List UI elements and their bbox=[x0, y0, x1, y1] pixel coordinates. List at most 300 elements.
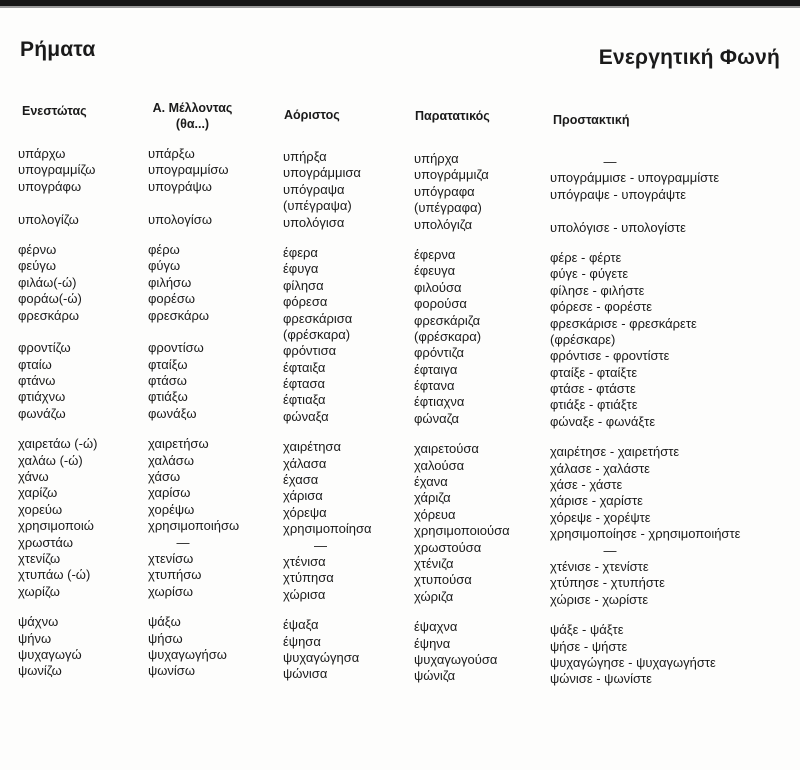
verb-form-text: χτυπούσα bbox=[414, 572, 472, 588]
verb-form bbox=[148, 258, 239, 274]
verb-form bbox=[414, 394, 510, 410]
verb-form bbox=[148, 567, 239, 583]
verb-form-text: χαιρέτησε - χαιρετήστε bbox=[550, 444, 680, 460]
verb-form-text: φταίξω bbox=[148, 356, 188, 372]
verb-form bbox=[283, 488, 372, 504]
verb-form bbox=[148, 357, 239, 373]
verb-form bbox=[550, 543, 740, 559]
verb-form bbox=[148, 647, 239, 663]
verb-form-text: φόρεσα bbox=[283, 294, 328, 310]
verb-form-text: χτύπησα bbox=[283, 570, 334, 586]
group-gap bbox=[414, 233, 510, 247]
verb-form-text: χρωστούσα bbox=[414, 539, 482, 555]
verb-form bbox=[18, 195, 97, 211]
verb-form-text: (φρέσκαρε) bbox=[550, 331, 616, 347]
verb-form bbox=[18, 647, 97, 663]
verb-form bbox=[414, 474, 510, 490]
verb-form bbox=[414, 668, 510, 684]
verb-form bbox=[550, 559, 740, 575]
group-gap bbox=[414, 605, 510, 619]
verb-form bbox=[148, 340, 239, 356]
verb-form-text: φτιάχνω bbox=[18, 389, 66, 405]
verb-form bbox=[550, 365, 740, 381]
verb-form-text: χτένιζα bbox=[414, 555, 454, 571]
column-future bbox=[148, 146, 239, 680]
verb-form bbox=[414, 490, 510, 506]
verb-form-text: ψάξω bbox=[148, 614, 181, 630]
verb-form bbox=[148, 631, 239, 647]
verb-form bbox=[414, 619, 510, 635]
verb-form-text: ψυχαγώγησε - ψυχαγωγήστε bbox=[550, 654, 716, 670]
verb-form-text: υπάρξω bbox=[148, 146, 195, 161]
page-title: Ρήματα bbox=[20, 38, 96, 61]
column-heading-imperfect: Παρατατικός bbox=[415, 109, 490, 123]
verb-form bbox=[414, 362, 510, 378]
verb-form-text: χαρίζω bbox=[18, 485, 58, 501]
verb-form bbox=[550, 316, 740, 332]
column-imperfect bbox=[414, 151, 510, 685]
verb-form bbox=[18, 469, 97, 485]
verb-form-text: έφτιαχνα bbox=[414, 394, 465, 410]
verb-form-text: χορέψω bbox=[148, 501, 195, 517]
verb-form bbox=[18, 275, 97, 291]
verb-form bbox=[414, 636, 510, 652]
verb-form bbox=[414, 652, 510, 668]
verb-form-text: έφτασα bbox=[283, 376, 326, 392]
verb-form-text: ψυχαγωγήσω bbox=[148, 646, 227, 662]
verb-form bbox=[550, 639, 740, 655]
verb-form bbox=[283, 278, 372, 294]
verb-form bbox=[550, 575, 740, 591]
verb-form-text: χρωστάω bbox=[18, 534, 74, 550]
verb-form-text: φτάνω bbox=[18, 373, 56, 389]
verb-form bbox=[283, 505, 372, 521]
verb-form-text: χορεύω bbox=[18, 501, 63, 517]
verb-form-text: χτένισε - χτενίστε bbox=[550, 558, 649, 574]
verb-form bbox=[148, 518, 239, 534]
verb-form bbox=[148, 469, 239, 485]
verb-form-text: ψήσω bbox=[148, 630, 183, 646]
verb-form bbox=[550, 655, 740, 671]
verb-form bbox=[283, 198, 372, 214]
verb-form-text: χάλασε - χαλάστε bbox=[550, 460, 650, 476]
verb-form bbox=[550, 187, 740, 203]
verb-form bbox=[148, 663, 239, 679]
verb-form-text: υπογράφω bbox=[18, 178, 82, 194]
verb-form-text: φρόντισα bbox=[283, 343, 337, 359]
verb-form-text: χρησιμοποίησα bbox=[283, 521, 372, 537]
verb-form bbox=[283, 439, 372, 455]
verb-form-text: φτιάξε - φτιάξτε bbox=[550, 397, 638, 413]
verb-form-text: χτυπάω (-ώ) bbox=[18, 567, 91, 583]
verb-form bbox=[148, 373, 239, 389]
verb-form-text: φταίξε - φταίξτε bbox=[550, 364, 638, 380]
column-heading-aorist: Αόριστος bbox=[284, 108, 340, 122]
verb-form-text: χόρεψε - χορέψτε bbox=[550, 509, 651, 525]
verb-form-text: ψωνίζω bbox=[18, 663, 62, 679]
verb-form bbox=[18, 406, 97, 422]
verb-form-text: υπάρχω bbox=[18, 146, 66, 161]
verb-form-text: υπολογίσω bbox=[148, 211, 212, 227]
verb-form bbox=[550, 592, 740, 608]
verb-form bbox=[414, 329, 510, 345]
verb-form bbox=[148, 195, 239, 211]
verb-form bbox=[18, 179, 97, 195]
verb-form bbox=[414, 313, 510, 329]
column-heading-imperative: Προστακτική bbox=[553, 113, 630, 127]
verb-form-text: ψώνισα bbox=[283, 666, 328, 682]
verb-form-text: χωρίζω bbox=[18, 583, 60, 599]
verb-form-text: φωνάξω bbox=[148, 405, 197, 421]
verb-form bbox=[148, 291, 239, 307]
verb-form bbox=[283, 261, 372, 277]
verb-form-text: χάσε - χάστε bbox=[550, 477, 623, 493]
verb-form bbox=[148, 614, 239, 630]
verb-form bbox=[283, 311, 372, 327]
verb-form bbox=[18, 663, 97, 679]
column-heading-future: Α. Μέλλοντας (θα...) bbox=[152, 101, 233, 131]
verb-form bbox=[550, 671, 740, 687]
verb-form bbox=[414, 523, 510, 539]
verb-form-text: χάρισε - χαρίστε bbox=[550, 493, 643, 509]
verb-form bbox=[283, 343, 372, 359]
verb-form-text: χτύπησε - χτυπήστε bbox=[550, 575, 665, 591]
group-gap bbox=[148, 600, 239, 614]
verb-form-text: χαλάω (-ώ) bbox=[18, 452, 83, 468]
verb-form-text: έχασα bbox=[283, 472, 319, 488]
verb-form-text: φέρω bbox=[148, 241, 180, 257]
verb-form bbox=[283, 294, 372, 310]
verb-form bbox=[18, 436, 97, 452]
verb-form-text: φταίω bbox=[18, 356, 52, 372]
verb-form bbox=[148, 389, 239, 405]
verb-form bbox=[148, 212, 239, 228]
verb-form-text: ψυχαγωγούσα bbox=[414, 651, 498, 667]
verb-form bbox=[18, 242, 97, 258]
verb-form-text: ψυχαγωγώ bbox=[18, 646, 82, 662]
verb-form bbox=[283, 456, 372, 472]
verb-form bbox=[148, 406, 239, 422]
verb-form bbox=[550, 332, 740, 348]
verb-form-text: υπογράψω bbox=[148, 178, 212, 194]
verb-form-text: — bbox=[314, 537, 327, 553]
verb-form bbox=[148, 146, 239, 162]
verb-form bbox=[148, 242, 239, 258]
verb-form bbox=[550, 397, 740, 413]
verb-form bbox=[283, 327, 372, 343]
verb-form-text: φοράω(-ώ) bbox=[18, 291, 82, 307]
group-gap bbox=[550, 236, 740, 250]
verb-form bbox=[283, 360, 372, 376]
verb-form bbox=[550, 203, 740, 219]
verb-form bbox=[414, 458, 510, 474]
verb-form bbox=[148, 308, 239, 324]
verb-form bbox=[550, 414, 740, 430]
group-gap bbox=[283, 425, 372, 439]
group-gap bbox=[18, 600, 97, 614]
verb-form-text: φωνάζω bbox=[18, 405, 66, 421]
verb-form bbox=[414, 217, 510, 233]
verb-form-text: φώναζα bbox=[414, 410, 459, 426]
verb-form-text: φρεσκάρω bbox=[148, 307, 210, 323]
verb-form bbox=[414, 556, 510, 572]
section-title: Ενεργητική Φωνή bbox=[598, 46, 780, 69]
verb-form bbox=[414, 200, 510, 216]
column-heading-present: Ενεστώτας bbox=[22, 104, 87, 118]
verb-form bbox=[148, 584, 239, 600]
verb-form bbox=[550, 444, 740, 460]
verb-form bbox=[283, 182, 372, 198]
verb-form bbox=[283, 538, 372, 554]
verb-form-text: χαιρέτησα bbox=[283, 439, 341, 455]
verb-form-text: χόρεψα bbox=[283, 504, 327, 520]
verb-form-text: ψάξε - ψάξτε bbox=[550, 622, 624, 638]
verb-form bbox=[18, 518, 97, 534]
verb-form-text: υπόγραφα bbox=[414, 183, 475, 199]
verb-form-text: χάλασα bbox=[283, 455, 327, 471]
column-aorist bbox=[283, 149, 372, 683]
verb-form-text: έχανα bbox=[414, 474, 448, 490]
verb-form bbox=[148, 551, 239, 567]
verb-form-text: έφτιαξα bbox=[283, 392, 326, 408]
verb-form-text: (υπέγραψα) bbox=[283, 198, 352, 214]
verb-form bbox=[18, 324, 97, 340]
verb-form bbox=[283, 650, 372, 666]
verb-form bbox=[18, 340, 97, 356]
verb-form bbox=[414, 589, 510, 605]
verb-form bbox=[18, 535, 97, 551]
group-gap bbox=[148, 422, 239, 436]
verb-form bbox=[18, 373, 97, 389]
verb-form bbox=[550, 477, 740, 493]
verb-form bbox=[18, 146, 97, 162]
verb-form bbox=[283, 165, 372, 181]
verb-form-text: ψάχνω bbox=[18, 614, 59, 630]
verb-form bbox=[550, 170, 740, 186]
verb-form-text: ψωνίσω bbox=[148, 663, 195, 679]
verb-form bbox=[414, 378, 510, 394]
verb-form bbox=[550, 299, 740, 315]
verb-form bbox=[550, 381, 740, 397]
verb-form-text: φρεσκάρισα bbox=[283, 310, 353, 326]
verb-form-text: έφτανα bbox=[414, 378, 455, 394]
verb-form-text: χάριζα bbox=[414, 490, 451, 506]
verb-form bbox=[148, 502, 239, 518]
verb-form bbox=[283, 666, 372, 682]
verb-form bbox=[148, 453, 239, 469]
verb-form bbox=[18, 453, 97, 469]
verb-form-text: χαλάσω bbox=[148, 452, 194, 468]
verb-form bbox=[550, 461, 740, 477]
verb-form-text: χάρισα bbox=[283, 488, 323, 504]
verb-form bbox=[18, 551, 97, 567]
verb-form bbox=[414, 184, 510, 200]
verb-form-text: υπολόγισα bbox=[283, 214, 345, 230]
verb-form-text: χώρισα bbox=[283, 586, 326, 602]
group-gap bbox=[550, 430, 740, 444]
verb-form-text: υπόγραψε - υπογράψτε bbox=[550, 186, 687, 202]
verb-form bbox=[550, 622, 740, 638]
verb-form-text: υπογραμμίζω bbox=[18, 162, 96, 178]
verb-form-text: φώναξα bbox=[283, 408, 329, 424]
verb-form-text: χτένισα bbox=[283, 553, 326, 569]
verb-form-text: χρησιμοποίησε - χρησιμοποιήστε bbox=[550, 526, 741, 542]
verb-form-text: υπογράμμιζα bbox=[414, 167, 489, 183]
column-present bbox=[18, 146, 97, 680]
verb-form-text: φέρνω bbox=[18, 241, 57, 257]
verb-form-text: φρόντιζα bbox=[414, 345, 464, 361]
verb-form-text: φεύγω bbox=[18, 258, 56, 274]
verb-form-text: φίλησε - φιλήστε bbox=[550, 282, 645, 298]
verb-form-text: φόρεσε - φορέστε bbox=[550, 299, 653, 315]
verb-form bbox=[550, 154, 740, 170]
verb-form-text: φροντίσω bbox=[148, 340, 204, 356]
verb-form bbox=[550, 250, 740, 266]
verb-form-text: έφερνα bbox=[414, 246, 456, 262]
verb-form-text: υπόγραψα bbox=[283, 181, 345, 197]
verb-form-text: φρόντισε - φροντίστε bbox=[550, 348, 670, 364]
verb-form bbox=[283, 149, 372, 165]
verb-form-text: έφυγα bbox=[283, 261, 319, 277]
verb-form bbox=[414, 345, 510, 361]
verb-form-text: (υπέγραφα) bbox=[414, 200, 482, 216]
verb-form-text: έφταιξα bbox=[283, 359, 326, 375]
verb-form-text: χαιρετούσα bbox=[414, 441, 479, 457]
verb-form-text: φιλούσα bbox=[414, 279, 462, 295]
verb-form bbox=[18, 584, 97, 600]
verb-form bbox=[414, 167, 510, 183]
verb-form bbox=[18, 212, 97, 228]
verb-form bbox=[148, 324, 239, 340]
verb-form bbox=[283, 392, 372, 408]
verb-form-text: ψώνιζα bbox=[414, 668, 456, 684]
verb-form bbox=[148, 275, 239, 291]
verb-form-text: — bbox=[603, 154, 617, 169]
verb-form bbox=[414, 507, 510, 523]
group-gap bbox=[550, 608, 740, 622]
verb-form-text: φίλησα bbox=[283, 277, 324, 293]
verb-form bbox=[148, 436, 239, 452]
verb-form-text: ψυχαγώγησα bbox=[283, 649, 360, 665]
verb-form-text: χαιρετήσω bbox=[148, 436, 209, 452]
verb-form-text: χαρίσω bbox=[148, 485, 191, 501]
group-gap bbox=[18, 228, 97, 242]
verb-form-text: υπήρξα bbox=[283, 149, 327, 164]
verb-form-text: φρεσκάριζα bbox=[414, 312, 481, 328]
verb-form bbox=[414, 572, 510, 588]
verb-form bbox=[148, 179, 239, 195]
verb-form bbox=[18, 357, 97, 373]
verb-form bbox=[550, 493, 740, 509]
verb-form bbox=[414, 247, 510, 263]
verb-form-text: ψώνισε - ψωνίστε bbox=[550, 671, 652, 687]
verb-form bbox=[18, 258, 97, 274]
verb-form-text: υπήρχα bbox=[414, 151, 459, 166]
verb-form-text: φρεσκάρισε - φρεσκάρετε bbox=[550, 315, 697, 331]
verb-form-text: χτυπήσω bbox=[148, 567, 202, 583]
verb-form-text: χαλούσα bbox=[414, 457, 465, 473]
verb-form-text: φρεσκάρω bbox=[18, 307, 80, 323]
verb-form-text: έψαξα bbox=[283, 617, 319, 633]
verb-form-text: φύγε - φύγετε bbox=[550, 266, 629, 282]
verb-form-text: υπολόγιζα bbox=[414, 216, 473, 232]
verb-form bbox=[148, 535, 239, 551]
verb-form bbox=[283, 472, 372, 488]
verb-form bbox=[18, 614, 97, 630]
verb-form bbox=[18, 291, 97, 307]
verb-form-text: φροντίζω bbox=[18, 340, 71, 356]
verb-form bbox=[414, 280, 510, 296]
verb-form-text: χόρευα bbox=[414, 506, 456, 522]
verb-form bbox=[18, 502, 97, 518]
verb-form bbox=[283, 215, 372, 231]
verb-form-text: φορέσω bbox=[148, 291, 196, 307]
verb-form bbox=[283, 245, 372, 261]
verb-form bbox=[283, 617, 372, 633]
group-gap bbox=[148, 228, 239, 242]
verb-form-text: φτιάξω bbox=[148, 389, 188, 405]
verb-form bbox=[18, 567, 97, 583]
verb-form bbox=[550, 283, 740, 299]
verb-form bbox=[18, 631, 97, 647]
verb-form bbox=[414, 540, 510, 556]
verb-form-text: έφταιγα bbox=[414, 361, 458, 377]
group-gap bbox=[18, 422, 97, 436]
verb-form-text: έψηνα bbox=[414, 635, 451, 651]
group-gap bbox=[414, 427, 510, 441]
verb-form-text: φτάσε - φτάστε bbox=[550, 381, 636, 397]
verb-form-text: χάσω bbox=[148, 469, 181, 485]
verb-form bbox=[148, 485, 239, 501]
verb-form-text: χώριζα bbox=[414, 588, 454, 604]
column-imperative bbox=[550, 154, 740, 688]
verb-form-text: έφευγα bbox=[414, 263, 456, 279]
verb-form bbox=[283, 376, 372, 392]
verb-form-text: (φρέσκαρα) bbox=[414, 328, 482, 344]
verb-form-text: χωρίσω bbox=[148, 583, 194, 599]
verb-form-text: χτενίσω bbox=[148, 550, 194, 566]
verb-form bbox=[550, 510, 740, 526]
verb-form bbox=[283, 570, 372, 586]
verb-form-text: — bbox=[176, 534, 190, 550]
verb-form-text: — bbox=[603, 542, 617, 558]
verb-form bbox=[18, 389, 97, 405]
verb-form bbox=[414, 263, 510, 279]
verb-form-text: έφερα bbox=[283, 244, 318, 260]
verb-form-text: φορούσα bbox=[414, 296, 467, 312]
verb-form bbox=[550, 348, 740, 364]
group-gap bbox=[283, 603, 372, 617]
verb-form-text: ψήσε - ψήστε bbox=[550, 638, 628, 654]
verb-form-text: υπογραμμίσω bbox=[148, 162, 229, 178]
verb-form-text: φιλήσω bbox=[148, 274, 192, 290]
verb-form-text: χτενίζω bbox=[18, 550, 61, 566]
verb-form-text: χρησιμοποιώ bbox=[18, 518, 94, 534]
verb-form-text: φώναξε - φωνάξτε bbox=[550, 413, 656, 429]
verb-form-text: έψαχνα bbox=[414, 619, 458, 635]
verb-form bbox=[283, 587, 372, 603]
verb-form bbox=[550, 266, 740, 282]
verb-form bbox=[283, 409, 372, 425]
verb-form-text: υπογράμμισε - υπογραμμίστε bbox=[550, 170, 720, 186]
verb-form-text: υπολογίζω bbox=[18, 211, 79, 227]
verb-form bbox=[18, 485, 97, 501]
verb-form bbox=[414, 296, 510, 312]
group-gap bbox=[283, 231, 372, 245]
verb-form-text: χαιρετάω (-ώ) bbox=[18, 436, 98, 452]
verb-form bbox=[550, 220, 740, 236]
verb-form-text: φέρε - φέρτε bbox=[550, 249, 622, 265]
